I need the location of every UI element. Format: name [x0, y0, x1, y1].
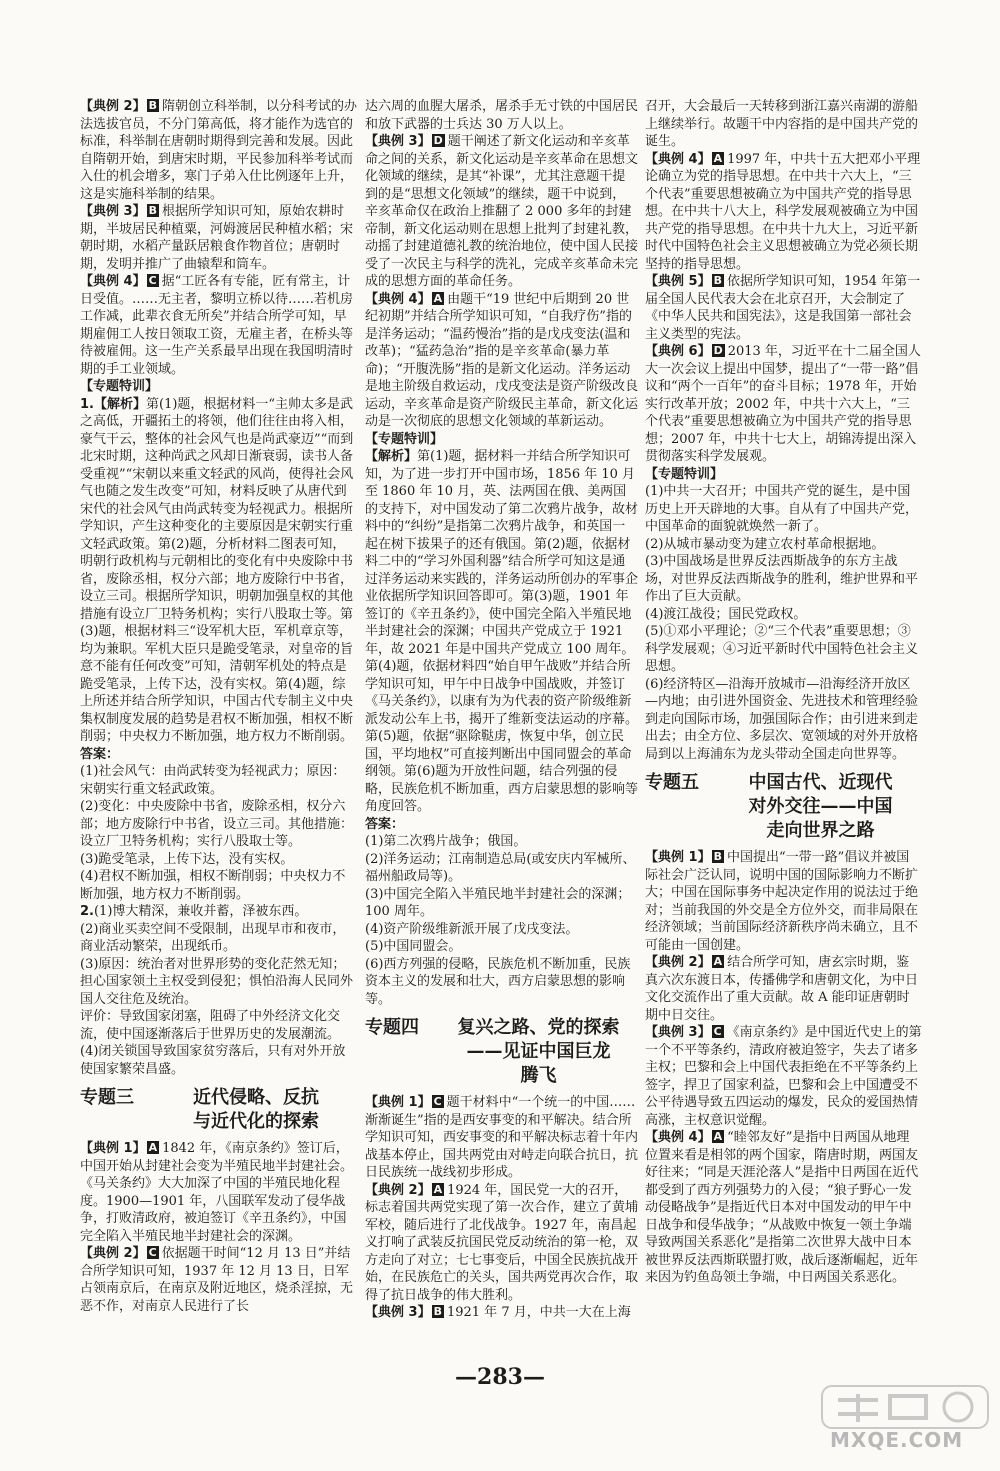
example-text: 题干材料中“一个统一的中国……渐渐诞生”指的是西安事变的和平解决。结合所学知识可知，西安事变的和平解决标志着十年内战基本停止，国共两党由对峙走向联合抗日，抗日民族统一战线初步形成。: [365, 1095, 639, 1180]
example-3: [80, 203, 358, 273]
example-label: 【典例 1】: [365, 1095, 431, 1110]
s5-example-2: [645, 954, 922, 1024]
example-label: 【典例 2】: [645, 955, 711, 970]
answer-line: (1)社会风气：由尚武转变为轻视武力；原因：宋朝实行重文轻武政策。: [80, 764, 346, 797]
answer-letter: A: [433, 291, 443, 305]
example-text: 2013 年，习近平在十二届全国人大一次会议上提出中国梦，提出了“一带一路”倡议和“两个一百年”的奋斗目标；1978 年，开始实行改革开放；2002 年，中共十六大上，“三个代表”重要思想被确立为中国共产党的指导思想；2007 年，中共十七大上，胡锦涛提出深入贯彻落实科学发展观。: [645, 344, 921, 464]
example-text: 1921 年 7 月，中共一大在上海: [446, 1305, 631, 1320]
section-title-line: 中国古代、近现代: [748, 772, 893, 793]
example-text: “睦邻友好”是指中日两国从地理位置来看是相邻的两个国家，隋唐时期，两国友好往来；“同是天涯沦落人”是指中日两国在近代都受到了西方列强势力的入侵；“狼子野心一发动侵略战争”是指近代日本对中国发动的甲午中日战争和侵华战争；“从战败中恢复一领土争端导致两国关系恶化”是指第二次世界大战中日本被世界反法西斯联盟打败，战后逐渐崛起，近年来因为钓鱼岛领土争端，中日两国关系恶化。: [645, 1130, 919, 1285]
question-2: [80, 903, 358, 921]
section-title-line: ——见证中国巨龙: [466, 1041, 611, 1062]
answer-line: (2)从城市暴动变为建立农村革命根据地。: [645, 536, 885, 552]
section-title-line: 走向世界之路: [766, 820, 875, 841]
section-heading-3: [80, 1086, 358, 1134]
section-title-line: 复兴之路、党的探索: [457, 1017, 620, 1038]
answer-letter: A: [713, 151, 723, 165]
special-training-heading: 【专题特训】: [80, 379, 159, 394]
analysis-label: 【解析】: [365, 449, 418, 464]
analysis-text: 第(1)题，根据材料一“主帅太多是武之高低，开疆拓土的将领，他们往往由将入相，豪气干云，整体的社会风气也是尚武豪迈”“而到北宋时期，这种尚武之风却日渐衰弱，读书人备受重视”“宋朝以来重文轻武的风尚，使得社会风气也随之发生改变”可知，材料反映了从唐代到宋代的社会风气由尚武转变为轻视武力。根据所学知识，产生这种变化的主要原因是宋朝实行重文轻武政策。第(2)题，分析材料二图表可知，明朝行政机构与元朝相比的变化有中央废除中书省，废除丞相，权分六部；地方废除行中书省，设立三司。根据所学知识，明朝加强皇权的其他措施有设立厂卫特务机构；实行八股取士等。第(3)题，根据材料三“设军机大臣，军机章京等，均为兼职。军机大臣只是跪受笔录，对皇帝的旨意不能有任何改变”可知，清朝军机处的特点是跪受笔录，上传下达，没有实权。第(4)题，综上所述并结合所学知识，中国古代专制主义中央集权制度发展的趋势是君权不断加强，相权不断削弱；中央权力不断加强，地方权力不断削弱。: [80, 396, 354, 744]
answer-letter: A: [433, 1182, 443, 1196]
answer-letter: B: [148, 99, 157, 112]
section-number: 专题五: [645, 772, 699, 793]
s4-example-3: [365, 1304, 638, 1322]
analysis-text: 第(1)题，据材料一并结合所学知识可知，为了进一步打开中国市场，1856 年 10 月至 1860 年 10 月，英、法两国在俄、美两国的支持下，对中国发动了第二次鸦片战争，故材料中的“纠纷”是指第二次鸦片战争，和英国一起在树下拔果子的还有俄国。第(2)题，依据材料二中的“学习外国利器”结合所学可知这是通过洋务运动来实践的，洋务运动所创办的军事企业依据所学知识回答即可。第(3)题，1901 年签订的《辛丑条约》，使中国完全陷入半殖民地半封建社会的深渊；中国共产党成立于 1921 年，故 2021 年是中国共产党成立 100 周年。第(4)题，依据材料四“始自甲午战败”并结合所学知识可知，甲午中日战争中国战败，并签订《马关条约》，以康有为为代表的资产阶级维新派发动公车上书，揭开了维新变法运动的序幕。第(5)题，依据“驱除鞑虏，恢复中华，创立民国，平均地权”可直接判断出中国同盟会的革命纲领。第(6)题为开放性问题，结合列强的侵略，民族危机不断加重，西方启蒙思想的影响等角度回答。: [365, 449, 639, 814]
example-text: 中国提出“一带一路”倡议并被国际社会广泛认同，说明中国的国际影响力不断扩大；中国在国际事务中起决定作用的说法过于绝对；当前我国的外交是全方位外交，而非局限在经济领域；当前国际经济新秩序尚未确立，且不可能由一国创建。: [645, 850, 919, 953]
example-text: 据“工匠各有专能，匠有常主，计日受值。……无主者，黎明立桥以待……若机房工作减，此辈衣食无所矣”并结合所学可知，早期雇佣工人按日领取工资，无雇主者，在桥头等待被雇佣。这一生产关系最早出现在我国明清时期的手工业领域。: [80, 274, 354, 377]
answer-line: (2)洋务运动；江南制造总局(或安庆内军械所、福州船政局等)。: [365, 851, 636, 884]
example-label: 【典例 3】: [365, 1305, 431, 1320]
answer-line: (5)①邓小平理论；②“三个代表”重要思想；③科学发展观；④习近平新时代中国特色社会主义思想。: [645, 624, 919, 674]
example-label: 【典例 2】: [80, 99, 146, 114]
example-label: 【典例 1】: [645, 850, 711, 865]
example-text: 根据所学知识可知，原始农耕时期，半坡居民种植粟，河姆渡居民种植水稻；宋朝时期，水稻产量跃居粮食作物首位；唐朝时期，发明并推广了曲辕犁和筒车。: [80, 204, 354, 272]
example-label: 【典例 1】: [80, 1141, 146, 1156]
column-right: [645, 98, 922, 1287]
analysis-label: 【解析】: [93, 396, 146, 412]
section-title: [154, 1086, 358, 1134]
answer-letter: A: [713, 1130, 723, 1143]
answer-line: (4)君权不断加强，相权不断削弱；中央权力不断加强，地方权力不断削弱。: [80, 869, 346, 902]
example-label: 【典例 2】: [365, 1182, 431, 1198]
s5-example-4: [645, 1129, 922, 1287]
answer-line: (3)中国完全陷入半殖民地半封建社会的深渊；100 周年。: [365, 886, 631, 919]
example-6: [645, 343, 922, 466]
example-text: 题干阐述了新文化运动和辛亥革命之间的关系，新文化运动是辛亥革命在思想文化领域的继续，是其“补课”，尤其注意题干提到的是“思想文化领域”的继续，题干中说到，辛亥革命仅在政治上推翻了 2 000 多年的封建帝制，新文化运动则在思想上批判了封建礼教，动摇了封建道德礼教的统治地位，使中国人民接受了一次民主与科学的洗礼，完成辛亥革命未完成的思想方面的革命任务。: [365, 134, 639, 289]
example-text: 依据所学知识可知，1954 年第一届全国人民代表大会在北京召开，大会制定了《中华人民共和国宪法》，这是我国第一部社会主义类型的宪法。: [645, 274, 921, 342]
answer-line: (6)经济特区—沿海开放城市—沿海经济开放区—内地；由引进外国资金、先进技术和管理经验到走向国际市场，加强国际合作；由引进来到走出去；由全方位、多层次、宽领域的对外开放格局到以上海浦东为龙头带动全国走向世界等。: [645, 676, 919, 762]
example-text: 结合所学可知，唐玄宗时期，鉴真六次东渡日本，传播佛学和唐朝文化，为中日文化交流作出了重大贡献。故 A 能印证唐朝时期中日交往。: [645, 955, 919, 1023]
s3-example-1: [80, 1140, 358, 1245]
example-4: [645, 151, 922, 274]
answer-letter: A: [148, 1141, 158, 1154]
example-label: 【典例 6】: [645, 344, 711, 359]
section-title-line: 近代侵略、反抗: [193, 1087, 319, 1108]
answer-line: (4)资产阶级维新派开展了戊戌变法。: [365, 921, 579, 937]
answer-letter: B: [713, 274, 722, 287]
answer-letter: D: [713, 344, 723, 357]
answer-letter: C: [713, 1025, 722, 1038]
example-label: 【典例 2】: [80, 1246, 146, 1261]
answer-letter: A: [713, 955, 723, 968]
section-number: 专题三: [80, 1087, 134, 1108]
section-title: [439, 1016, 638, 1088]
example-label: 【典例 3】: [365, 134, 431, 149]
special-training-heading: 【专题特训】: [645, 466, 724, 482]
answer-line: (5)中国同盟会。: [365, 939, 462, 954]
section-title-line: 腾飞: [520, 1065, 557, 1086]
answer-line: (1)博大精深，兼收并蓄，泽被东西。: [93, 904, 308, 919]
example-text: 1997 年，中共十五大把邓小平理论确立为党的指导思想。在中共十六大上，“三个代表”重要思想被确立为中国共产党的指导思想。在中共十八大上，科学发展观被确立为中国共产党的指导思想。在中共十九大上，习近平新时代中国特色社会主义思想被确立为党必须长期坚持的指导思想。: [645, 151, 921, 272]
section-number: 专题四: [365, 1017, 419, 1038]
s4-example-2: [365, 1182, 638, 1305]
section-title: [719, 771, 922, 843]
question-number: 2.: [80, 904, 94, 919]
continued-text: 召开，大会最后一天转移到浙江嘉兴南湖的游船上继续举行。故题干中内容指的是中国共产党的诞生。: [645, 99, 919, 149]
answer-line: (4)闭关锁国导致国家贫穷落后，只有对外开放使国家繁荣昌盛。: [80, 1044, 346, 1077]
answer-line: (1)第二次鸦片战争；俄国。: [365, 834, 527, 849]
watermark-logo: [820, 1380, 990, 1432]
answer-letter: C: [148, 1246, 157, 1259]
answer-letter: B: [148, 204, 157, 217]
example-label: 【典例 5】: [645, 274, 711, 289]
example-label: 【典例 4】: [365, 291, 431, 307]
answer-letter: B: [713, 850, 722, 863]
column-left: [80, 98, 358, 1315]
analysis: [365, 448, 638, 816]
continued-text: 达六周的血腥大屠杀，屠杀手无寸铁的中国居民和放下武器的士兵达 30 万人以上。: [365, 99, 639, 132]
example-text: 1842 年，《南京条约》签订后，中国开始从封建社会变为半殖民地半封建社会。《马关条约》大大加深了中国的半殖民地化程度。1900—1901 年，八国联军发动了侵华战争，打败清政府，被迫签订《辛丑条约》，中国完全陷入半殖民地半封建社会的深渊。: [80, 1141, 354, 1244]
answer-label: 答案：: [365, 816, 405, 832]
section-title-line: 与近代化的探索: [193, 1111, 319, 1132]
watermark-url: MXQE.COM: [830, 1428, 964, 1452]
answer-line: (2)变化：中央废除中书省，废除丞相，权分六部；地方废除行中书省，设立三司。其他措施：设立厂卫特务机构；实行八股取士等。: [80, 799, 354, 849]
example-text: 隋朝创立科举制，以分科考试的办法选拔官员，不分门第高低，将才能作为选官的标准，科举制在唐朝时期得到完善和发展。因此自隋朝开始，到唐宋时期，平民参加科举考试而入仕的机会增多，寒门子弟入仕比例逐年上升，这是实施科举制的结果。: [80, 99, 357, 202]
s5-example-3: [645, 1024, 922, 1129]
answer-line: (3)原因：统治者对世界形势的变化茫然无知；担心国家领土主权受到侵犯；惧怕沿海人民同外国人交往危及统治。: [80, 956, 354, 1007]
answer-line: 评价：导致国家闭塞，阻碍了中外经济文化交流，使中国逐渐落后于世界历史的发展潮流。: [80, 1009, 341, 1042]
section-heading-5: [645, 771, 922, 843]
question-number: 1.: [80, 396, 94, 412]
example-4: [365, 291, 638, 431]
example-text: 由题干“19 世纪中后期到 20 世纪初期”并结合所学知识可知，“自我疗伤”指的是洋务运动；“温药慢治”指的是戊戌变法(温和改革)；“猛药急治”指的是辛亥革命(暴力革命)；“开腹洗肠”指的是新文化运动。洋务运动是地主阶级自救运动，戊戌变法是资产阶级改良运动，辛亥革命是资产阶级民主革命，新文化运动是一次彻底的思想文化领域的革新运动。: [365, 291, 639, 429]
answer-line: (3)跪受笔录，上传下达，没有实权。: [80, 851, 294, 867]
s4-example-1: [365, 1094, 638, 1182]
example-5: [645, 273, 922, 343]
answer-line: (4)渡江战役；国民党政权。: [645, 606, 807, 622]
example-label: 【典例 4】: [80, 274, 146, 289]
s3-example-2: [80, 1245, 358, 1315]
answer-line: (6)西方列强的侵略，民族危机不断加重，民族资本主义的发展和壮大，西方启蒙思想的影响等。: [365, 956, 631, 1007]
answer-letter: C: [148, 274, 157, 287]
example-label: 【典例 4】: [645, 1130, 711, 1145]
example-label: 【典例 3】: [80, 204, 146, 219]
example-text: 《南京条约》是中国近代史上的第一个不平等条约，清政府被迫签字，失去了诸多主权；巴黎和会上中国代表拒绝在不平等条约上签字，捍卫了国家利益，巴黎和会上中国遭受不公平待遇导致五四运动的爆发，民众的爱国热情高涨，主权意识觉醒。: [645, 1025, 922, 1128]
column-middle: [365, 98, 638, 1322]
example-3: [365, 133, 638, 291]
section-heading-4: [365, 1016, 638, 1088]
answer-line: (3)中国战场是世界反法西斯战争的东方主战场，对世界反法西斯战争的胜利，维护世界和平作出了巨大贡献。: [645, 554, 919, 604]
example-4: [80, 273, 358, 378]
question-1: [80, 396, 358, 746]
page-number: —283—: [455, 1364, 545, 1390]
s5-example-1: [645, 849, 922, 954]
answer-line: (1)中共一大召开；中国共产党的诞生，是中国历史上开天辟地的大事。自从有了中国共产党，中国革命的面貌就焕然一新了。: [645, 484, 919, 534]
answer-letter: C: [433, 1095, 442, 1108]
example-2: [80, 98, 358, 203]
example-text: 1924 年，国民党一大的召开，标志着国共两党实现了第一次合作，建立了黄埔军校，随后进行了北伐战争。1927 年，南昌起义打响了武装反抗国民党反动统治的第一枪，双方走向了对立；七七事变后，中国全民族抗战开始，在民族危亡的关头，国共两党再次合作，取得了抗日战争的伟大胜利。: [365, 1182, 639, 1303]
special-training-heading: 【专题特训】: [365, 431, 444, 447]
example-label: 【典例 3】: [645, 1025, 711, 1040]
answer-line: (2)商业买卖空间不受限制，出现早市和夜市，商业活动繁荣，出现纸币。: [80, 921, 346, 954]
example-label: 【典例 4】: [645, 151, 711, 167]
answer-letter: B: [433, 1305, 442, 1318]
example-text: 依据题干时间“12 月 13 日”并结合所学知识可知，1937 年 12 月 13 日，日军占领南京后，在南京及附近地区，烧杀淫掠，无恶不作，对南京人民进行了长: [80, 1246, 354, 1314]
answer-label: 答案：: [80, 746, 120, 762]
section-title-line: 对外交往——中国: [748, 796, 893, 817]
answer-letter: D: [433, 134, 443, 147]
